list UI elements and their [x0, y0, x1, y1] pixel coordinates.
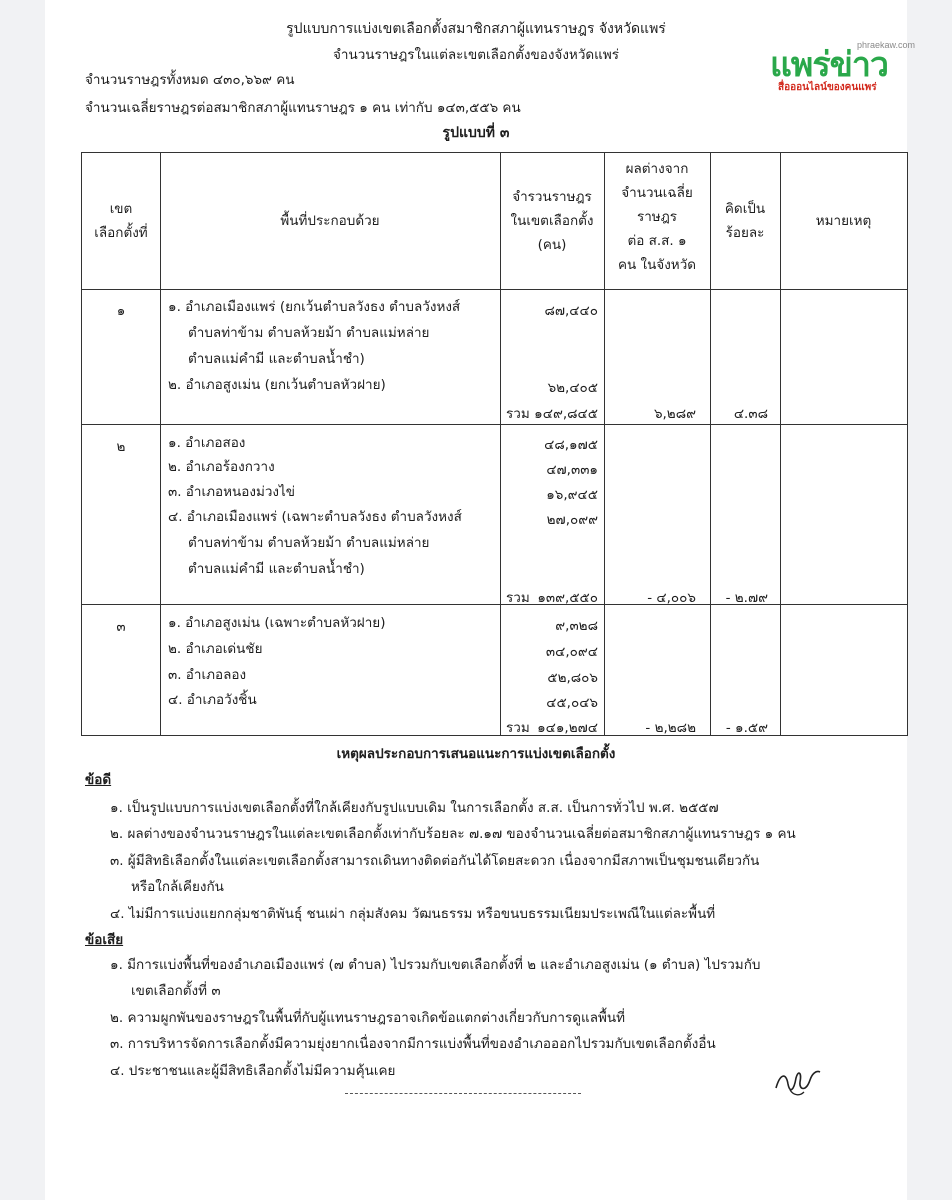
area-line: ๑. อำเภอเมืองแพร่ (ยกเว้นตำบลวังธง ตำบลวังหงส์ [168, 299, 461, 315]
header-area: พื้นที่ประกอบด้วย [280, 213, 380, 229]
total-label: รวม [506, 720, 530, 736]
format-label: รูปแบบที่ ๓ [442, 125, 510, 141]
phraekhao-logo [770, 40, 915, 95]
percent-value: - ๒.๗๙ [725, 590, 768, 606]
header-remark: หมายเหตุ [815, 213, 872, 229]
end-divider [345, 1093, 581, 1094]
population-value: ๕๒,๘๐๖ [547, 670, 598, 686]
population-value: ๖๒,๔๐๕ [547, 380, 598, 396]
area-line: ตำบลท่าข้าม ตำบลห้วยม้า ตำบลแม่หล่าย [188, 325, 430, 341]
cons-item-continued: เขตเลือกตั้งที่ ๓ [131, 983, 221, 999]
difference-value: ๖,๒๘๙ [653, 406, 696, 422]
cons-label: ข้อเสีย [85, 932, 124, 948]
col-divider [780, 153, 781, 735]
area-line: ตำบลแม่คำมี และตำบลน้ำชำ) [188, 561, 365, 577]
header-population: จำรวนราษฎร ในเขตเลือกตั้ง (คน) [510, 189, 594, 253]
total-label: รวม [506, 406, 530, 422]
pros-item: ๑. เป็นรูปแบบการแบ่งเขตเลือกตั้งที่ใกล้เคียงกับรูปแบบเดิม ในการเลือกตั้ง ส.ส. เป็นการทั่วไป พ.ศ. ๒๕๕๗ [110, 800, 719, 816]
col-divider [160, 153, 161, 735]
cons-item: ๑. มีการแบ่งพื้นที่ของอำเภอเมืองแพร่ (๗ ตำบล) ไปรวมกับเขตเลือกตั้งที่ ๒ และอำเภอสูงเม่น (๑ ตำบล) ไปรวมกับ [110, 957, 761, 973]
total-value: ๑๔๑,๒๗๔ [537, 720, 598, 736]
area-line: ๑. อำเภอสอง [168, 435, 246, 451]
district-table [81, 152, 908, 736]
area-line: ๒. อำเภอสูงเม่น (ยกเว้นตำบลหัวฝาย) [168, 377, 386, 393]
area-line: ๓. อำเภอหนองม่วงไข่ [168, 484, 296, 500]
cons-item: ๓. การบริหารจัดการเลือกตั้งมีความยุ่งยากเนื่องจากมีการแบ่งพื้นที่ของอำเภอออกไปรวมกับเขตเลือกตั้งอื่น [110, 1036, 716, 1052]
header-percent: คิดเป็น ร้อยละ [724, 201, 766, 241]
average-population: จำนวนเฉลี่ยราษฎรต่อสมาชิกสภาผู้แทนราษฎร ๑ คน เท่ากับ ๑๔๓,๕๕๖ คน [85, 100, 521, 116]
population-value: ๒๗,๐๙๙ [546, 512, 598, 528]
population-value: ๔๘,๑๗๕ [544, 437, 598, 453]
area-line: ๒. อำเภอเด่นชัย [168, 641, 263, 657]
population-value: ๔๕,๐๔๖ [546, 695, 598, 711]
percent-value: - ๑.๕๙ [725, 720, 768, 736]
total-value: ๑๔๙,๘๔๕ [534, 406, 598, 422]
area-line: ๒. อำเภอร้องกวาง [168, 459, 275, 475]
document-title: รูปแบบการแบ่งเขตเลือกตั้งสมาชิกสภาผู้แทนราษฎร จังหวัดแพร่ [286, 21, 666, 37]
document-subtitle: จำนวนราษฎรในแต่ละเขตเลือกตั้งของจังหวัดแพร่ [332, 47, 620, 63]
logo-brand: แพร่ข่าว [770, 46, 889, 84]
population-value: ๑๖,๙๔๕ [546, 487, 598, 503]
row-divider [82, 604, 907, 605]
population-value: ๙,๓๒๘ [555, 618, 598, 634]
pros-item: ๓. ผู้มีสิทธิเลือกตั้งในแต่ละเขตเลือกตั้งสามารถเดินทางติดต่อกันได้โดยสะดวก เนื่องจากมีสภาพเป็นชุมชนเดียวกัน [110, 853, 760, 869]
row-divider [82, 424, 907, 425]
header-difference: ผลต่างจาก จำนวนเฉลี่ย ราษฎร ต่อ ส.ส. ๑ คน ในจังหวัด [617, 161, 697, 273]
area-line: ๑. อำเภอสูงเม่น (เฉพาะตำบลหัวฝาย) [168, 615, 386, 631]
district-number: ๒ [116, 439, 126, 455]
area-line: ๓. อำเภอลอง [168, 667, 247, 683]
logo-slogan: สื่อออนไลน์ของคนแพร่ [778, 82, 877, 93]
area-line: ตำบลท่าข้าม ตำบลห้วยม้า ตำบลแม่หล่าย [188, 535, 430, 551]
population-value: ๘๗,๔๔๐ [544, 303, 598, 319]
row-divider [82, 289, 907, 290]
total-population: จำนวนราษฎรทั้งหมด ๔๓๐,๖๖๙ คน [85, 72, 295, 88]
pros-item: ๔. ไม่มีการแบ่งแยกกลุ่มชาติพันธุ์ ชนเผ่า กลุ่มสังคม วัฒนธรรม หรือขนบธรรมเนียมประเพณีในแต่ละพื้นที่ [110, 906, 716, 922]
signature-mark [770, 1060, 830, 1100]
cons-item: ๔. ประชาชนและผู้มีสิทธิเลือกตั้งไม่มีความคุ้นเคย [110, 1063, 396, 1079]
population-value: ๓๔,๐๙๔ [545, 644, 598, 660]
district-number: ๑ [116, 303, 126, 319]
difference-value: - ๒,๒๘๒ [645, 720, 696, 736]
difference-value: - ๔,๐๐๖ [647, 590, 696, 606]
area-line: ๔. อำเภอวังชิ้น [168, 692, 257, 708]
pros-item-continued: หรือใกล้เคียงกัน [131, 879, 224, 895]
cons-item: ๒. ความผูกพันของราษฎรในพื้นที่กับผู้แทนราษฎรอาจเกิดข้อแตกต่างเกี่ยวกับการดูแลพื้นที่ [110, 1010, 625, 1026]
total-value: ๑๓๙,๕๕๐ [537, 590, 598, 606]
district-number: ๓ [116, 619, 126, 635]
reasons-heading: เหตุผลประกอบการเสนอแนะการแบ่งเขตเลือกตั้ง [336, 746, 616, 762]
header-district: เขต เลือกตั้งที่ [94, 201, 148, 241]
population-value: ๔๗,๓๓๑ [546, 462, 598, 478]
logo-site: phraekaw.com [856, 40, 915, 50]
pros-label: ข้อดี [85, 772, 112, 788]
area-line: ๔. อำเภอเมืองแพร่ (เฉพาะตำบลวังธง ตำบลวังหงส์ [168, 509, 462, 525]
pros-item: ๒. ผลต่างของจำนวนราษฎรในแต่ละเขตเลือกตั้งเท่ากับร้อยละ ๗.๑๗ ของจำนวนเฉลี่ยต่อสมาชิกสภาผู้แทนราษฎร ๑ คน [110, 826, 796, 842]
percent-value: ๔.๓๘ [733, 406, 768, 422]
area-line: ตำบลแม่คำมี และตำบลน้ำชำ) [188, 351, 365, 367]
total-label: รวม [506, 590, 530, 606]
document-page [45, 0, 907, 1200]
